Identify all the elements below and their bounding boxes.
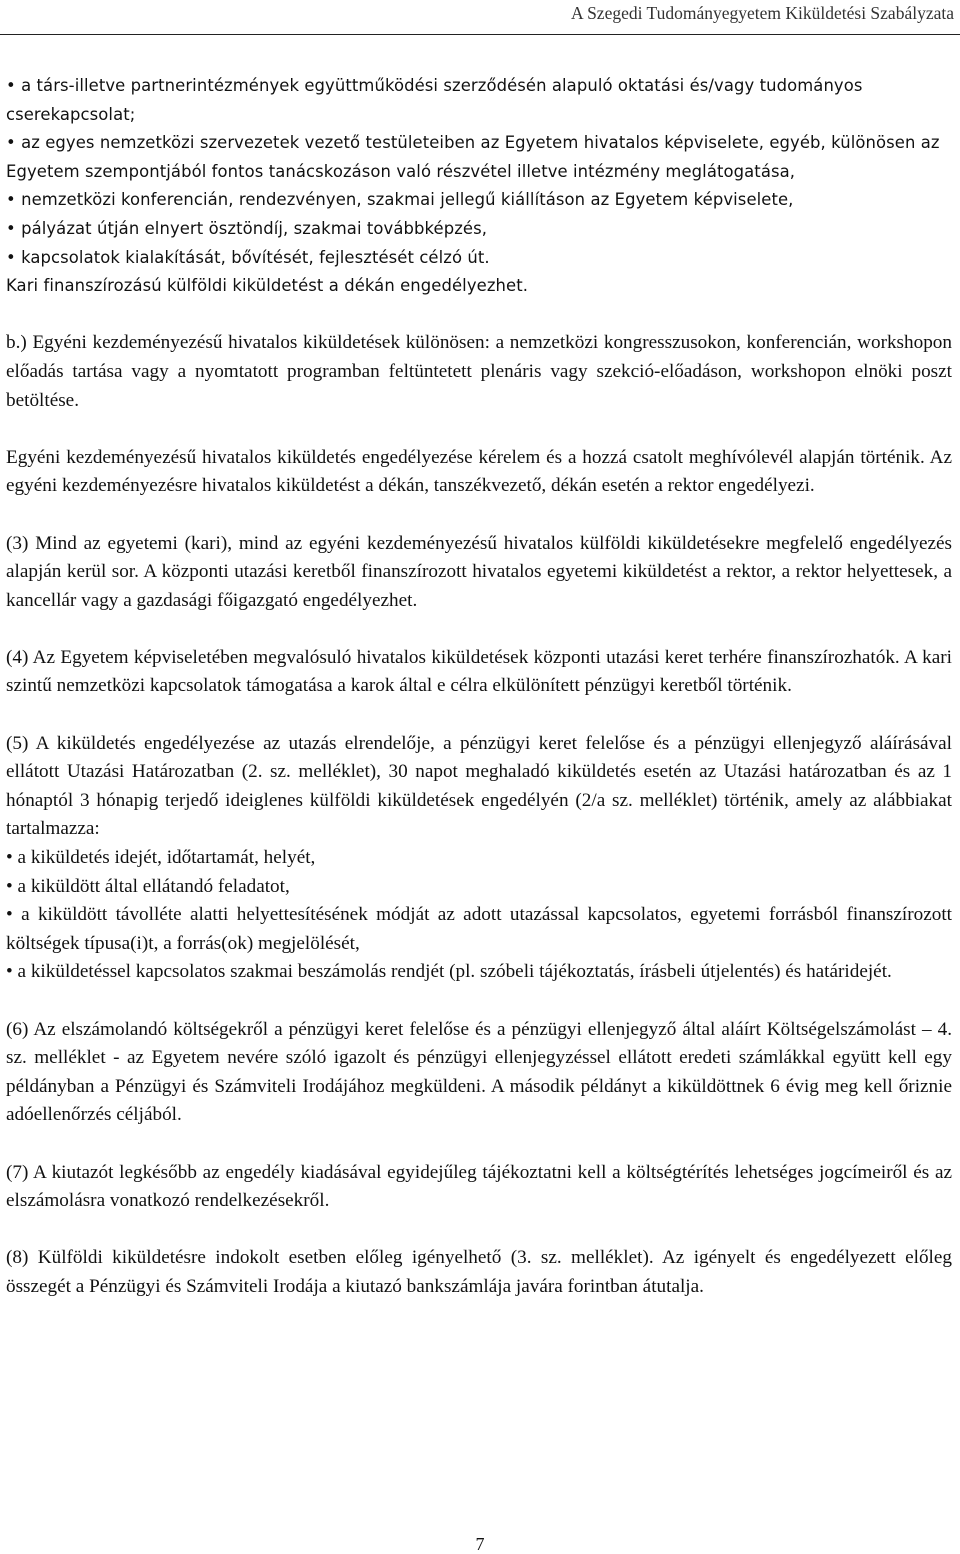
- bullet-icon: •: [6, 847, 18, 869]
- paragraph-8: (8) Külföldi kiküldetésre indokolt esetben előleg igényelhető (3. sz. melléklet). Az igényelt és engedélyezett előleg összegét a Pénzügyi és Számviteli Irodája a kiutazó bankszámlája javára forintban átutalja.: [6, 1247, 952, 1297]
- paragraph-3: (3) Mind az egyetemi (kari), mind az egyéni kezdeményezésű hivatalos külföldi kiküldetésekre megfelelő engedélyezés alapján kerül sor. A központi utazási keretből finanszírozott hivatalos egyetemi kiküldetést a rektor, a rektor helyettesek, a kancellár vagy a gazdasági főigazgató engedélyezhet.: [6, 532, 952, 611]
- bullet-icon: •: [6, 904, 22, 926]
- page-number: 7: [475, 1534, 485, 1554]
- header-divider: [0, 34, 960, 35]
- running-header: A Szegedi Tudományegyetem Kiküldetési Szabályzata: [571, 3, 954, 23]
- faculty-funding-note: Kari finanszírozású külföldi kiküldetést a dékán engedélyezhet.: [6, 276, 529, 296]
- bullet-icon: •: [6, 190, 22, 210]
- list-item: • az egyes nemzetközi szervezetek vezető testületeiben az Egyetem hivatalos képviselete, egyéb, különösen az Egyetem szempontjából fontos tanácskozáson való részvétel illetve intézmény meglátogatása,: [6, 133, 940, 181]
- list-item: • a kiküldött távolléte alatti helyettesítésének módját az adott utazással kapcsolatos, egyetemi forrásból finanszírozott költségek típusa(i)t, a forrás(ok) megjelölését,: [6, 904, 952, 954]
- bullet-icon: •: [6, 76, 22, 95]
- document-body: [6, 72, 952, 1302]
- list-item: • pályázat útján elnyert ösztöndíj, szakmai továbbképzés,: [6, 218, 488, 238]
- paragraph-5-section: [6, 730, 952, 987]
- bullet-icon: •: [6, 961, 18, 983]
- list-item: • nemzetközi konferencián, rendezvényen, szakmai jellegű kiállításon az Egyetem képviselete,: [6, 190, 794, 210]
- paragraph-5: (5) A kiküldetés engedélyezése az utazás elrendelője, a pénzügyi keret felelőse és a pénzügyi ellenjegyző aláírásával ellátott Utazási Határozatban (2. sz. melléklet), 30 napot meghaladó kiküldetés esetén az Utazási határozatban és az 1 hónaptól 3 hónapig terjedő ideiglenes külföldi kiküldetések engedélyén (2/a sz. melléklet) történik, amely az alábbiakat tartalmazza:: [6, 732, 952, 840]
- bullet-icon: •: [6, 875, 18, 897]
- paragraph-7: (7) A kiutazót legkésőbb az engedély kiadásával egyidejűleg tájékoztatni kell a költségtérítés lehetséges jogcímeiről és az elszámolásra vonatkozó rendelkezésekről.: [6, 1161, 952, 1212]
- list-item: • a kiküldetés idejét, időtartamát, helyét,: [6, 847, 316, 869]
- list-item: • a kiküldött által ellátandó feladatot,: [6, 875, 290, 897]
- list-item: • a társ-illetve partnerintézmények együttműködési szerződésén alapuló oktatási és/vagy tudományos cserekapcsolat;: [6, 76, 863, 124]
- top-bullet-list: [6, 72, 952, 301]
- list-item: • kapcsolatok kialakítását, bővítését, fejlesztését célzó út.: [6, 247, 490, 267]
- list-item: • a kiküldetéssel kapcsolatos szakmai beszámolás rendjét (pl. szóbeli tájékoztatás, írásbeli útjelentés) és határidejét.: [6, 961, 892, 983]
- bullet-icon: •: [6, 247, 22, 267]
- paragraph-6: (6) Az elszámolandó költségekről a pénzügyi keret felelőse és a pénzügyi ellenjegyző által aláírt Költségelszámolást – 4. sz. melléklet - az Egyetem nevére szóló igazolt és pénzügyi ellenjegyzéssel ellátott eredeti számlákkal együtt kell egy példányban a Pénzügyi és Számviteli Irodájához megküldeni. A második példányt a kiküldöttnek 6 évig meg kell őriznie adóellenőrzés céljából.: [6, 1018, 952, 1126]
- paragraph-individual: Egyéni kezdeményezésű hivatalos kiküldetés engedélyezése kérelem és a hozzá csatolt meghívólevél alapján történik. Az egyéni kezdeményezésre hivatalos kiküldetést a dékán, tanszékvezető, dékán esetén a rektor engedélyezi.: [6, 446, 952, 497]
- bullet-icon: •: [6, 133, 22, 153]
- bullet-icon: •: [6, 218, 22, 238]
- paragraph-4: (4) Az Egyetem képviseletében megvalósuló hivatalos kiküldetések központi utazási keret terhére finanszírozhatók. A kari szintű nemzetközi kapcsolatok támogatása a karok által e célra elkülönített pénzügyi keretből történik.: [6, 646, 952, 697]
- paragraph-b: b.) Egyéni kezdeményezésű hivatalos kiküldetések különösen: a nemzetközi kongresszusokon, konferencián, workshopon előadás tartása vagy a nyomtatott programban feltüntetett plenáris vagy szekció-előadáson, workshopon elnöki poszt betöltése.: [6, 332, 952, 411]
